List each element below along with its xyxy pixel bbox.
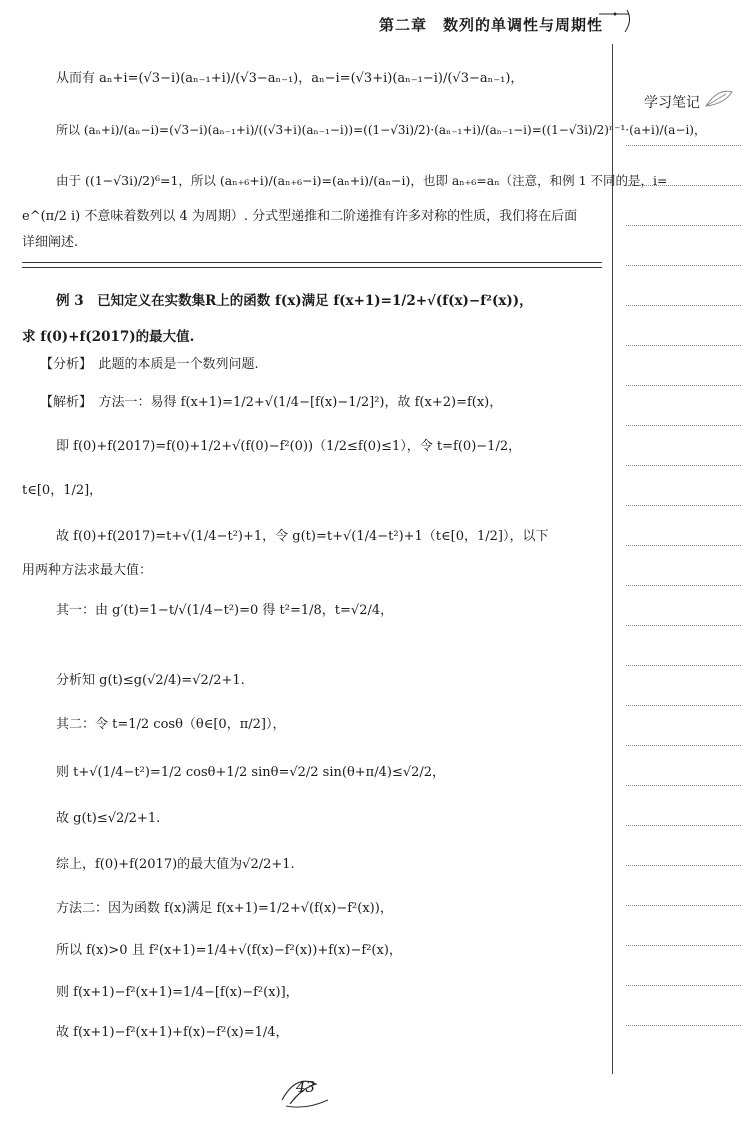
note-line [626, 145, 741, 146]
note-line [626, 385, 741, 386]
example-title-cont: 求 f(0)+f(2017)的最大值. [22, 329, 195, 345]
column-divider [612, 44, 613, 1074]
notes-title: 学习笔记 [644, 95, 700, 111]
solution-line: 故 f(x+1)−f²(x+1)+f(x)−f²(x)=1/4， [56, 1025, 289, 1040]
solution-line: 分析知 g(t)≤g(√2/4)=√2/2+1. [56, 673, 245, 688]
note-line [626, 505, 741, 506]
note-line [626, 305, 741, 306]
note-line [626, 465, 741, 466]
note-line [626, 225, 741, 226]
note-line [626, 665, 741, 666]
solution-line: 其一：由 g′(t)=1−t/√(1/4−t²)=0 得 t²=1/8，t=√2/4， [56, 603, 394, 618]
section-separator [22, 262, 602, 263]
note-line [626, 345, 741, 346]
note-line [626, 625, 741, 626]
continuation-line: 所以 (aₙ+i)/(aₙ−i)=(√3−i)(aₙ₋₁+i)/((√3+i)(aₙ₋₁−i))=((1−√3i)/2)·(aₙ₋₁+i)/(aₙ₋₁−i)=((1−√3i)/2)ⁿ⁻¹·(a+i)/(a−i)， [56, 123, 706, 137]
solution-line: 综上，f(0)+f(2017)的最大值为√2/2+1. [56, 857, 295, 872]
note-line [626, 745, 741, 746]
note-line [626, 705, 741, 706]
note-line [626, 865, 741, 866]
note-line [626, 425, 741, 426]
leaf-icon [704, 86, 734, 110]
note-line [626, 945, 741, 946]
example-title: 例 3 已知定义在实数集R上的函数 f(x)满足 f(x+1)=1/2+√(f(x)−f²(x))， [56, 293, 533, 309]
note-line [626, 825, 741, 826]
solution-line: 所以 f(x)>0 且 f²(x+1)=1/4+√(f(x)−f²(x))+f(x)−f²(x)， [56, 943, 402, 958]
note-line [626, 585, 741, 586]
page-number: 43 [296, 1078, 316, 1096]
continuation-line: e^(π/2 i) 不意味着数列以 4 为周期）. 分式型递推和二阶递推有许多对称的性质，我们将在后面 [22, 209, 578, 224]
analysis: 【分析】 此题的本质是一个数列问题. [40, 357, 259, 372]
continuation-line: 详细阐述. [22, 235, 79, 250]
solution-line: 即 f(0)+f(2017)=f(0)+1/2+√(f(0)−f²(0))（1/2≤f(0)≤1），令 t=f(0)−1/2， [56, 439, 522, 454]
note-line [626, 545, 741, 546]
chapter-title: 第二章 数列的单调性与周期性 [378, 16, 603, 34]
header-ornament-icon [595, 6, 635, 36]
continuation-line: 由于 ((1−√3i)/2)⁶=1，所以 (aₙ₊₆+i)/(aₙ₊₆−i)=(aₙ+i)/(aₙ−i)，也即 aₙ₊₆=aₙ（注意，和例 1 不同的是，i= [56, 173, 668, 188]
solution-line: t∈[0，1/2]， [22, 483, 103, 498]
solution-line: 其二：令 t=1/2 cosθ（θ∈[0，π/2]）， [56, 717, 286, 732]
note-line [626, 785, 741, 786]
solution-line: 方法二：因为函数 f(x)满足 f(x+1)=1/2+√(f(x)−f²(x))， [56, 901, 393, 916]
note-line [626, 265, 741, 266]
note-line [626, 985, 741, 986]
continuation-line: 从而有 aₙ+i=(√3−i)(aₙ₋₁+i)/(√3−aₙ₋₁)，aₙ−i=(√3+i)(aₙ₋₁−i)/(√3−aₙ₋₁)， [56, 71, 524, 86]
solution-line: 故 f(0)+f(2017)=t+√(1/4−t²)+1，令 g(t)=t+√(1/4−t²)+1（t∈[0，1/2]），以下 [56, 529, 549, 544]
solution-line: 则 f(x+1)−f²(x+1)=1/4−[f(x)−f²(x)]， [56, 985, 299, 1000]
note-line [626, 905, 741, 906]
solution-line: 则 t+√(1/4−t²)=1/2 cosθ+1/2 sinθ=√2/2 sin(θ+π/4)≤√2/2， [56, 765, 446, 780]
solution-line: 用两种方法求最大值： [22, 563, 153, 578]
note-line [626, 1025, 741, 1026]
solution-line: 【解析】 方法一：易得 f(x+1)=1/2+√(1/4−[f(x)−1/2]²)，故 f(x+2)=f(x)， [40, 395, 503, 410]
section-separator [22, 267, 602, 268]
solution-line: 故 g(t)≤√2/2+1. [56, 811, 161, 826]
